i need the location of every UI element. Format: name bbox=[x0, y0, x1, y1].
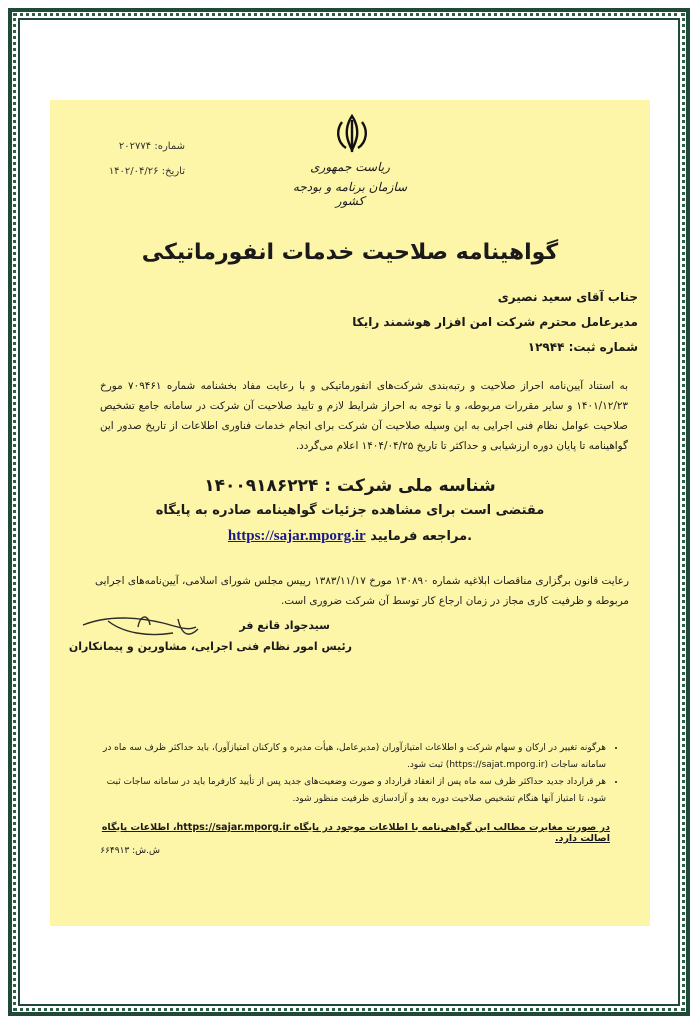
iran-emblem-icon bbox=[330, 112, 374, 156]
number-label: شماره: bbox=[154, 141, 185, 152]
portal-link-line bbox=[120, 528, 580, 545]
date-field bbox=[85, 166, 185, 177]
registration-number: شماره ثبت: ۱۲۹۴۴ bbox=[527, 340, 638, 354]
footer-warning: در صورت مغایرت مطالب این گواهی‌نامه با اطلاعات موجود در پایگاه https://sajar.mporg.ir، اطلاعات پایگاه اصالت دارد. bbox=[101, 822, 610, 844]
signer-name: سیدجواد قانع فر bbox=[239, 619, 330, 632]
date-value: ۱۴۰۲/۰۴/۲۶ bbox=[108, 166, 159, 177]
org-line-1: ریاست جمهوری bbox=[310, 160, 390, 174]
note-item: • هرگونه تغییر در ارکان و سهام شرکت و اطلاعات امتیازآوران (مدیرعامل، هیأت مدیره و کارکنان امتیازآور)، باید حداکثر ظرف سه ماه در سامانه ساجات (https://sajat.mporg.ir) ثبت شود. bbox=[90, 740, 606, 774]
note-item: • هر قرارداد جدید حداکثر ظرف سه ماه پس از انعقاد قرارداد و صورت وضعیت‌های جدید پس از تأیید کارفرما باید در سامانه ساجات ثبت شود، تا امتیاز آنها هنگام تشخیص صلاحیت دوره بعد و آزادسازی ظرفیت منظور شود. bbox=[90, 774, 606, 808]
org-line-2: سازمان برنامه و بودجه کشور bbox=[292, 180, 408, 208]
portal-instruction: مقتضی است برای مشاهده جزئیات گواهینامه صادره به پایگاه bbox=[155, 503, 545, 518]
number-value: ۲۰۲۷۷۴ bbox=[118, 141, 152, 152]
date-label: تاریخ: bbox=[161, 166, 185, 177]
law-notice: رعایت قانون برگزاری مناقصات ابلاغیه شماره ۱۳۰۸۹۰ مورخ ۱۳۸۳/۱۱/۱۷ رییس مجلس شورای اسلامی، آیین‌نامه‌های اجرایی مربوطه و ظرفیت کاری مجاز در زمان ارجاع کار توسط آن شرکت ضروری است. bbox=[95, 575, 629, 607]
addressee-role: مدیرعامل محترم شرکت امن افزار هوشمند رایکا bbox=[352, 315, 638, 329]
serial-number: ش.ش: ۶۶۴۹۱۳ bbox=[100, 846, 160, 856]
national-id: شناسه ملی شرکت : ۱۴۰۰۹۱۸۶۲۲۴ bbox=[204, 476, 496, 496]
certificate-body: به استناد آیین‌نامه احراز صلاحیت و رتبه‌بندی شرکت‌های انفورماتیکی و با رعایت مفاد بخشنامه شماره ۷۰۹۴۶۱ مورخ ۱۴۰۱/۱۲/۲۳ و سایر مقررات مربوطه، و با توجه به احراز شرایط لازم و تایید صلاحیت آن شرکت در سامانه جامع تشخیص صلاحیت عوامل نظام فنی اجرایی به این وسیله صلاحیت آن شرکت برای انجام خدمات فناوری اطلاعات از تاریخ صدور این گواهینامه تا پایان دوره ارزشیابی و حداکثر تا تاریخ ۱۴۰۴/۰۴/۲۵ اعلام می‌گردد. bbox=[100, 380, 628, 452]
page-title: گواهینامه صلاحیت خدمات انفورماتیکی bbox=[141, 240, 559, 265]
portal-suffix: مراجعه فرمایید. bbox=[370, 529, 473, 544]
notes-list bbox=[90, 740, 620, 808]
addressee-name: جناب آقای سعید نصیری bbox=[497, 290, 638, 304]
number-field bbox=[95, 141, 185, 152]
signer-title: رئیس امور نظام فنی اجرایی، مشاورین و پیمانکاران bbox=[68, 640, 352, 653]
sajar-portal-link[interactable]: https://sajar.mporg.ir bbox=[227, 528, 366, 544]
